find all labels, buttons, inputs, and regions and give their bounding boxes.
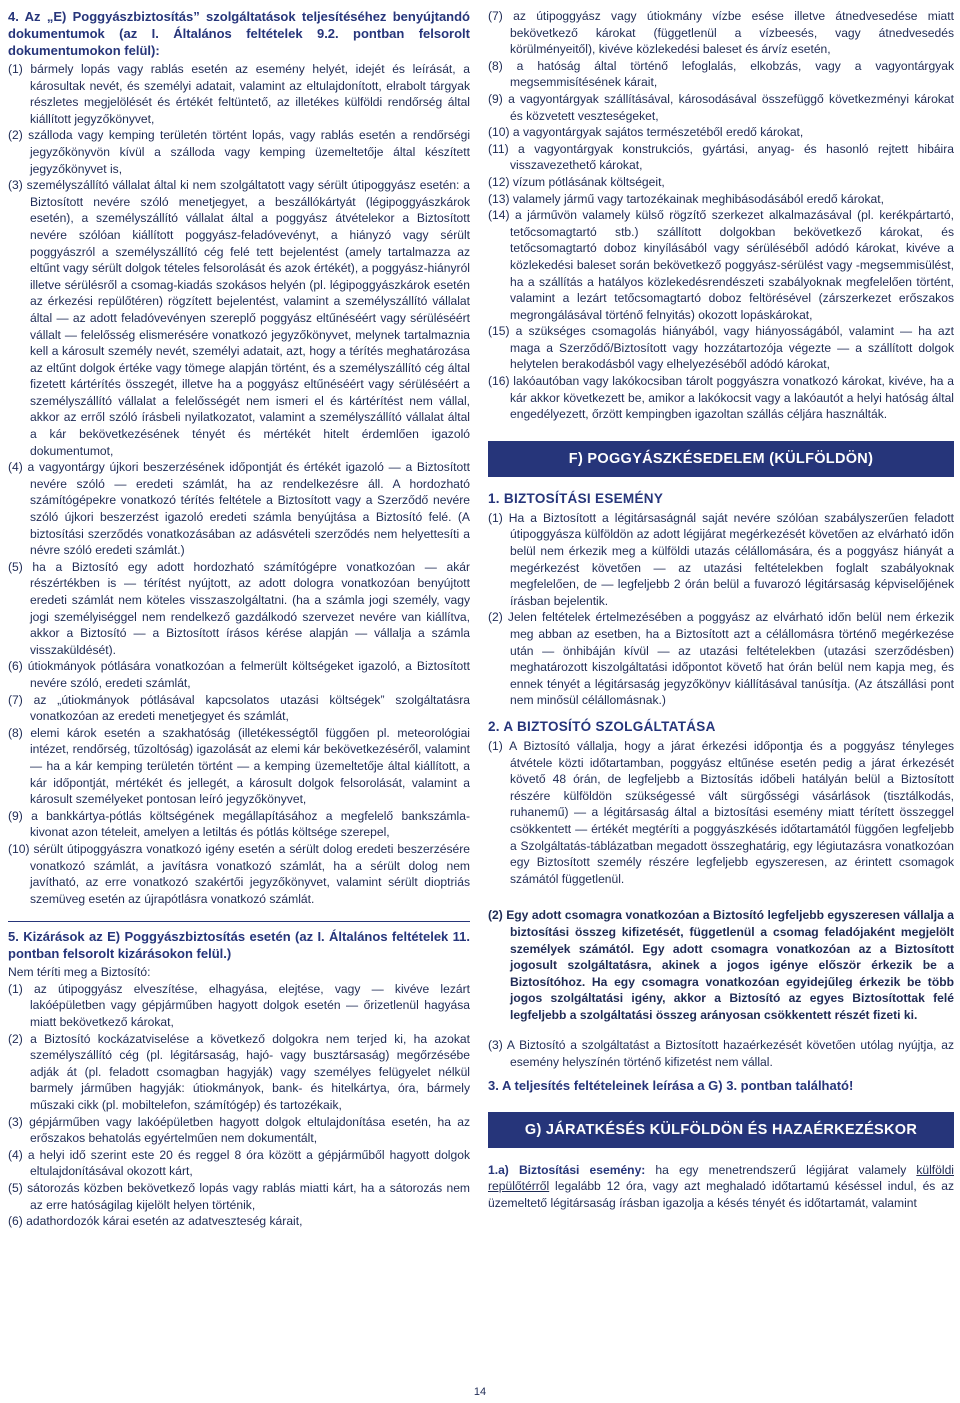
list-item: (2) szálloda vagy kemping területén történt lopás, vagy rablás esetén a rendőrségi jegyzőkönyvön kívül a szálloda vagy kemping üzemeltetője által készített jegyzőkönyvet is, bbox=[8, 128, 470, 176]
list-item: (1) az útipoggyász elveszítése, elhagyása, elejtése, vagy — kivéve lezárt lakóépületben vagy gépjárműben hagyott dolgok esetén — őrizetlenül hagyása miatt bekövetkező károkat, bbox=[8, 981, 470, 1030]
list-item: (8) a hatóság által történő lefoglalás, elkobzás, vagy a vagyontárgyak megsemmisítésének kárait, bbox=[488, 58, 954, 90]
list-item: (2) Jelen feltételek értelmezésében a poggyász az elvárható időn belül nem érkezik meg abban az esetben, ha a Biztosított azt a célállomásra történő megérkezése után — önhibáján kívül — az utazási feltételekben (utazási szerződésben) meghatározott kiszolgáltatási időpontot követő hat órán belül nem kapja meg, és ennek tényét a légitársaság jegyzőkönyv kiállításával tanúsítja. (Az átszállási pont nem minősül célállomásnak.) bbox=[488, 610, 954, 708]
section-g-banner: G) JÁRATKÉSÉS KÜLFÖLDÖN ÉS HAZAÉRKEZÉSKOR bbox=[488, 1112, 954, 1148]
g1-label: 1.a) Biztosítási esemény: bbox=[488, 1162, 646, 1177]
list-item: (15) a szükséges csomagolás hiányából, vagy hiányosságából, valamint — ha azt maga a Szerződő/Biztosított vagy hozzátartozója végezte — a szállított dolgok helytelen berakodásból vagy elhelyezéséből adódó károkat, bbox=[488, 324, 954, 372]
right-column bbox=[488, 8, 954, 1211]
list-item: (4) a vagyontárgy újkori beszerzésének időpontját és értékét igazoló — a Biztosított nevére szóló — eredeti számlát, ha az rendelkezésre áll. A hordozható számítógépekre vonatkozó térítés feltétele a Biztosított vagy a Szerződő nevére szóló újkori beszerzést igazoló eredeti számla benyújtása a Biztosító felé. (A biztosítási szerződés vonatkozásában az adásvételi szerződés nem helyettesíti a névre szóló eredeti számlát.) bbox=[8, 460, 470, 558]
g1-underlined: külföldi repülőtérről bbox=[488, 1162, 954, 1194]
list-item: (14) a járművön valamely külső rögzítő szerkezet alkalmazásával (pl. kerékpártartó, tetőcsomagtartó stb.) szállított dolgokban bekövetkező károkat, és tetőcsomagtartó doboz kinyílásából vagy sérüléséből adódó károkat, kivéve a közlekedési baleset során bekövetkező poggyász-sérülést vagy -megsemmisülést, ha a szállítás a hatályos közlekedésrendészeti szabályoknak megfelelően történt, valamint a lezárt tetőcsomagtartó doboz feltörésével (zárszerkezet erőszakos megrongálásával történő felnyitás) okozott lopáskárokat, bbox=[488, 208, 954, 322]
list-item: (9) a vagyontárgyak szállításával, károsodásával összefüggő következményi károkat és közvetett veszteségeket, bbox=[488, 91, 954, 123]
f2-heading: 2. A BIZTOSÍTÓ SZOLGÁLTATÁSA bbox=[488, 718, 716, 734]
g1-text-b: legalább 12 óra, vagy azt meghaladó időtartamú késéssel indul, és az üzemeltető légitársaság írásban igazolja a késés tényét és időtartamát, valamint bbox=[488, 1179, 954, 1210]
list-item: (4) a helyi idő szerint este 20 és reggel 8 óra között a gépjárműből hagyott dolgok eltulajdonításával okozott kárt, bbox=[8, 1147, 470, 1179]
list-item: (12) vízum pótlásának költségeit, bbox=[488, 174, 665, 189]
highlighted-list-item: (2) Egy adott csomagra vonatkozóan a Biztosító legfeljebb egyszeresen vállalja a biztosítási összeg kifizetését, függetlenül a csomag feladójaként megjelölt személyek számától. Egy adott csomagra vonatkozóan az a Biztosított jogosult szolgáltatásra, akinek a jogos igénye először érkezik be a Biztosítóhoz. Ha egy csomagra vonatkozóan egyidejűleg érkezik be több jogos szolgáltatási igény, akkor a Biztosító az egyes Biztosítottak felé legfeljebb a szolgáltatási összeg arányosan csökkentett részét fizeti ki. bbox=[488, 908, 954, 1022]
list-item: (11) a vagyontárgyak konstrukciós, gyártási, anyag- és hasonló rejtett hibáira visszavezethető károkat, bbox=[488, 141, 954, 173]
section-5-intro: Nem téríti meg a Biztosító: bbox=[8, 965, 151, 980]
list-item: (9) a bankkártya-pótlás költségének megállapításához a megfelelő bankszámla-kivonat azon tételeit, amelyen a letiltás és pótlás költsége szerepel, bbox=[8, 808, 470, 840]
list-item: (7) az „útiokmányok pótlásával kapcsolatos utazási költségek” szolgáltatásra vonatkozóan az eredeti menetjegyet és számlát, bbox=[8, 692, 470, 724]
g1-paragraph bbox=[488, 1162, 954, 1212]
f1-heading: 1. BIZTOSÍTÁSI ESEMÉNY bbox=[488, 490, 664, 506]
list-item: (16) lakóautóban vagy lakókocsiban tárolt poggyászra vonatkozó károkat, kivéve, ha a kár akkor következett be, amikor a lakókocsit vagy a lakóautót a helyi hatóság által engedélyezett, őrzött kempingben igazoltan szállás céljára használták. bbox=[488, 374, 954, 422]
section-4-heading: 4. Az „E) Poggyászbiztosítás” szolgáltatások teljesítéséhez benyújtandó dokumentumok (az I. Általános feltételek 9.2. pontban felsorolt dokumentumokon felül): bbox=[8, 9, 470, 58]
left-column bbox=[8, 8, 470, 1230]
list-item: (1) A Biztosító vállalja, hogy a járat érkezési időpontja és a poggyász tényleges átvétele közti időtartamban, poggyász eltűnése esetén pedig a járat érkezését követő 48 órán, de legfeljebb a Biztosítás időbeli hatályán belül a Biztosított részére külföldön szükségessé vált sürgősségi vásárlások (tisztálkodás, ruhanemű) — a légitársaság által a biztosítási esemény miatt térített összeggel csökkentett — értékét megtéríti a poggyászkésés időtartamától függően legfeljebb a Szolgáltatás-táblázatban megadott összeghatárig, egy légiutazásra vonatkozóan egy Biztosított személy részére legfeljebb egyszeresen, az érintett csomagok számától függetlenül. bbox=[488, 738, 954, 886]
list-item: (3) A Biztosító a szolgáltatást a Biztosított hazaérkezését követően utólag nyújtja, az esemény helyszínén történő kifizetést nem vállal. bbox=[488, 1038, 954, 1070]
list-item: (10) a vagyontárgyak sajátos természetéből eredő károkat, bbox=[488, 125, 804, 140]
section-5-block bbox=[8, 921, 470, 1230]
list-item: (2) a Biztosító kockázatviselése a következő dolgokra nem terjed ki, ha azokat személyszállító cég (pl. légitársaság, hajó- vagy busztársaság) megőrzésébe adják át (pl. feladott csomagban hagyják) vagy személyes felügyelet nélkül barmely járműben hagyják: útiokmányok, bank- és hitelkártya, óra, bármely műszaki cikk (pl. mobiltelefon, számítógép) és tartozékaik, bbox=[8, 1031, 470, 1113]
list-item: (7) az útipoggyász vagy útiokmány vízbe esése illetve átnedvesedése miatt bekövetkező károkat (függetlenül a vízbeesés, vagy átnedvesedés körülményeitől), kivéve közlekedési baleset és árvíz esetén, bbox=[488, 9, 954, 57]
list-item: (13) valamely jármű vagy tartozékainak meghibásodásából eredő károkat, bbox=[488, 191, 884, 206]
list-item: (1) Ha a Biztosított a légitársaságnál saját nevére szólóan szabályszerűen feladott útipoggyásza külföldön az adott légijárat megérkezését követően az elvárható időn belül nem érkezik meg a külföldi utazás célállomására, és a poggyász hiányát a megérkezést követően — az utazási feltételekben foglalt szabályoknak megfelelően, de — legfeljebb 2 órán belül a fuvarozó légitársaság képviselőjének írásban bejelentik. bbox=[488, 510, 954, 608]
list-item: (6) útiokmányok pótlására vonatkozóan a felmerült költségeket igazoló, a Biztosított nevére szóló, eredeti számlát, bbox=[8, 659, 470, 690]
page-number: 14 bbox=[473, 1386, 487, 1398]
list-item: (6) adathordozók kárai esetén az adatveszteség kárait, bbox=[8, 1214, 303, 1229]
section-f-banner: F) POGGYÁSZKÉSEDELEM (KÜLFÖLDÖN) bbox=[488, 441, 954, 477]
section-5-heading: 5. Kizárások az E) Poggyászbiztosítás esetén (az I. Általános feltételek 11. pontban felsorolt kizárásokon felül.) bbox=[8, 929, 470, 962]
list-item: (3) személyszállító vállalat által ki nem szolgáltatott vagy sérült útipoggyász esetén: a Biztosított nevére szóló menetjegyet, a beszállókártyát (légipoggyászkárok esetén), a személyszállító vállalat által a poggyász átvételekor a Biztosított nevére szólóan kiállított poggyász-feladóvevényt, a hiányzó vagy sérült poggyászról a személyszállító cég felé tett bejelentést (amely tartalmazza az eltűnt vagy sérült dolgok tételes felsorolását és azok értékét), a poggyász-hiányról illetve sérülésről a csomag-kiadás szokásos helyén (pl. légipoggyászkárok esetén az érkezési repülőtéren) rögzített bejelentést, valamint a személyszállító vállalat által — az adott feladóvevényen szereplő poggyász eltűnéséért vagy sérüléséért vállalt — felelősség elismerésére vonatkozó jegyzőkönyvet, melynek tartalmaznia kell a károsult személy nevét, személyi adatait, azt, hogy a térítés meghatározása az eltűnt dolgok értéke vagy tömege alapján történt, és a személyszállító cég által fizetett kártérítés összegét, illetve ha a poggyász eltűnéséért vagy sérüléséért a személyszállító vállalat a felelősségét nem ismeri el és kártérítést nem vállal, akkor az erről szóló írásbeli nyilatkozatot, valamint a személyszállító vállalat által a kár bekövetkezésének tényét és mértékét hitelt érdemlően igazoló dokumentumot, bbox=[8, 178, 470, 458]
list-item: (1) bármely lopás vagy rablás esetén az esemény helyét, idejét és leírását, a károsultak nevét, és személyi adatait, valamint az eltulajdonított, elrabolt tárgyak részletes megjelölését és értékét feltüntető, az illetékes külföldi rendőrség által kiállított jegyzőkönyvet, bbox=[8, 62, 470, 126]
g1-text-a: ha egy menetrendszerű légijárat valamely bbox=[645, 1162, 917, 1177]
f3-note: 3. A teljesítés feltételeinek leírása a G) 3. pontban található! bbox=[488, 1077, 854, 1093]
list-item: (10) sérült útipoggyászra vonatkozó igény esetén a sérült dolog eredeti beszerzésére vonatkozó számlát, a javításra vonatkozó számlát, ha a sérült dolog nem javítható, az erre vonatkozó szakértői jegyzőkönyvet, valamint sérült dioptriás szemüveg esetén az újrapótlásra vonatkozó számlát. bbox=[8, 841, 470, 906]
list-item: (5) ha a Biztosító egy adott hordozható számítógépre vonatkozóan — akár részértékben is — térítést nyújtott, az adott dologra vonatkozóan benyújtott eredeti számlát nem köteles visszaszolgáltatni. (ha a számla jogi személy, vagy jogi személyiséggel nem rendelkező gazdálkodó szervezet nevére van kiállítva, akkor a Biztosító — a Biztosított írásos kérése alapján — vállalja a számla visszaküldését). bbox=[8, 559, 470, 657]
list-item: (3) gépjárműben vagy lakóépületben hagyott dolgok eltulajdonítása esetén, ha az erőszakos behatolás egyértelműen nem dokumentált, bbox=[8, 1114, 470, 1146]
list-item: (8) elemi károk esetén a szakhatóság (illetékességtől függően pl. meteorológiai intézet, rendőrség, tűzoltóság) igazolását az elemi kár bekövetkezéséről, valamint — ha a kár kemping területén történt — a kemping üzemeltetője által kiállított, a kár időpontját, mértékét és jellegét, a károsult dolgok felsorolását, valamint a károsult személyeket pontosan leíró jegyzőkönyvet, bbox=[8, 725, 470, 807]
list-item: (5) sátorozás közben bekövetkező lopás vagy rablás miatti kárt, ha a sátorozás nem az erre hatóságilag kijelölt helyen történik, bbox=[8, 1181, 470, 1212]
